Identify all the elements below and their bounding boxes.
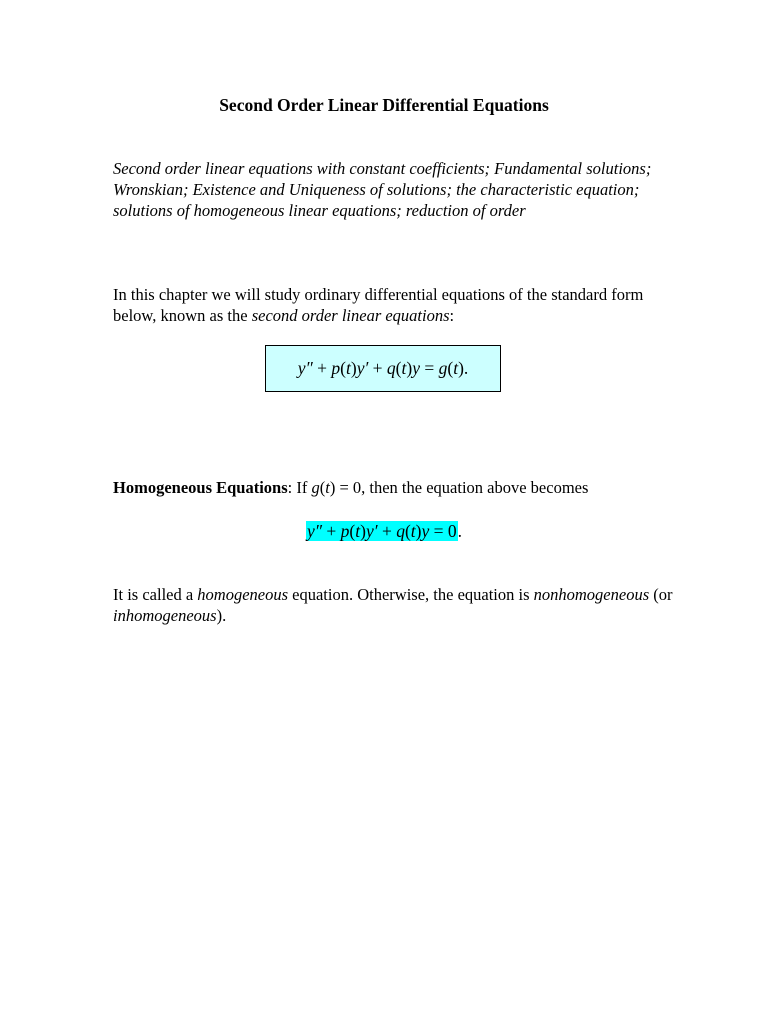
intro-text-before: In this chapter we will study ordinary differential equations of the standard form below, known as the xyxy=(113,285,644,325)
eq-t: t xyxy=(401,358,407,378)
called-text: (or xyxy=(649,585,673,604)
eq-plus: + xyxy=(368,358,387,378)
eq-period: . xyxy=(463,358,469,378)
eq-t: t xyxy=(453,358,459,378)
eq-y: y xyxy=(421,521,430,541)
boxed-equation: y″ + p(t)y′ + q(t)y = g(t). xyxy=(265,345,501,392)
eq-equals: = xyxy=(419,358,439,378)
eq-p: p xyxy=(340,521,350,541)
homogeneous-t: t xyxy=(325,478,330,497)
eq-t: t xyxy=(410,521,416,541)
intro-emphasis: second order linear equations xyxy=(251,306,450,325)
page-title: Second Order Linear Differential Equations xyxy=(219,95,549,115)
homogeneous-text-rest: = 0, then the equation above becomes xyxy=(335,478,589,497)
eq-plus: + xyxy=(312,358,332,378)
eq-p: p xyxy=(331,358,341,378)
homogeneous-heading: Homogeneous Equations xyxy=(113,478,288,497)
term-nonhomogeneous: nonhomogeneous xyxy=(533,585,650,604)
eq-g: g xyxy=(438,358,448,378)
homogeneous-paragraph: Homogeneous Equations: If g(t) = 0, then the equation above becomes xyxy=(113,478,589,497)
eq-y-prime: y′ xyxy=(356,358,369,378)
intro-paragraph xyxy=(113,284,653,326)
eq-q: q xyxy=(396,521,405,541)
eq-q: q xyxy=(386,358,396,378)
homogeneous-g: g xyxy=(311,478,320,497)
homogeneous-text: : If xyxy=(287,478,312,497)
eq-y: y xyxy=(412,358,420,378)
term-inhomogeneous: inhomogeneous xyxy=(113,606,217,625)
eq-y-prime: y′ xyxy=(365,521,378,541)
equation-highlight: y″ + p(t)y′ + q(t)y = 0 xyxy=(306,521,457,541)
eq-plus: + xyxy=(377,521,397,541)
eq-y-double-prime: y″ xyxy=(297,358,313,378)
called-text: ). xyxy=(216,606,227,625)
eq-y-double-prime: y″ xyxy=(306,521,323,541)
eq-plus: + xyxy=(322,521,341,541)
chapter-abstract: Second order linear equations with constant coefficients; Fundamental solutions; Wronskian; Existence and Uniqueness of solutions; the characteristic equation; solutions of homogeneous linear equations; reduction of order xyxy=(113,159,652,220)
eq-t: t xyxy=(355,521,361,541)
eq-equals-zero: = 0 xyxy=(429,521,457,541)
homogeneous-definition-paragraph xyxy=(113,584,673,626)
intro-text-after: : xyxy=(449,306,455,325)
homogeneous-equation xyxy=(0,519,768,543)
eq-period: . xyxy=(457,521,462,541)
called-text: It is called a xyxy=(113,585,198,604)
called-text: equation. Otherwise, the equation is xyxy=(288,585,534,604)
term-homogeneous: homogeneous xyxy=(197,585,289,604)
eq-t: t xyxy=(345,358,351,378)
